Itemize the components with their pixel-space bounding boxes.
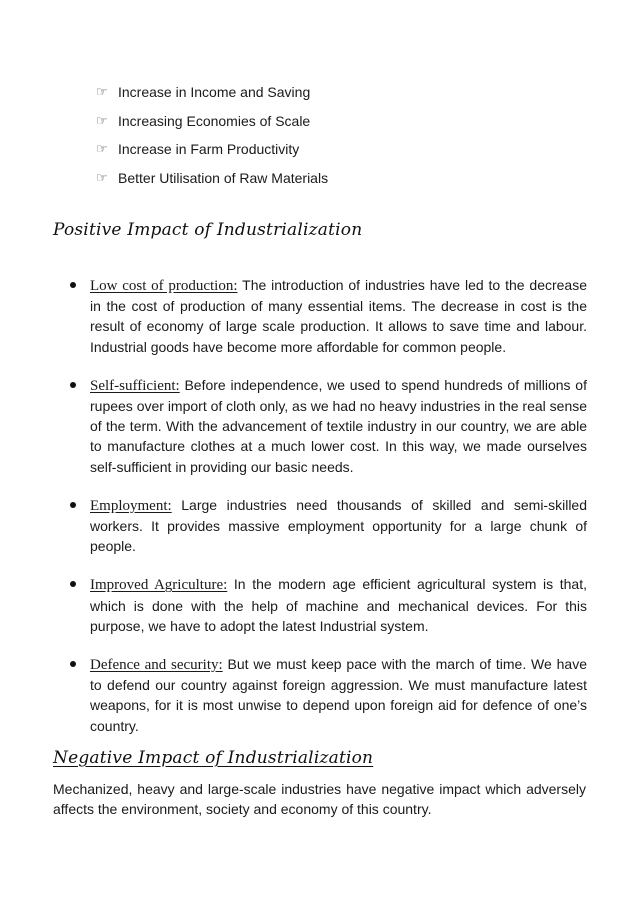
item-text: But we must keep pace with the march of time. We have to defend our country against foreign aggression. We must manufacture latest weapons, for it is most unwise to depend upon foreign aid for defence of one’s country. <box>90 656 587 734</box>
item-term: Defence and security: <box>90 657 223 674</box>
item-text: Before independence, we used to spend hundreds of millions of rupees over import of cloth only, as we had no heavy industries in the real sense of the term. With the advancement of textile industry in our country, we are able to manufacture clothes at a much lower cost. In this way, we made ourselves self-sufficient in providing our basic needs. <box>90 376 588 475</box>
item-term: Low cost of production: <box>90 278 238 294</box>
list-item <box>96 107 328 136</box>
benefits-list <box>96 78 328 192</box>
list-item <box>52 574 587 636</box>
pointing-hand-icon: ☞ <box>96 84 108 100</box>
item-text: The introduction of industries have led to the decrease in the cost of production of many essential items. The decrease in cost is the result of economy of large scale production. It allows to save time and labour. Industrial goods have become more affordable for common people. <box>90 277 587 355</box>
list-item <box>52 375 587 477</box>
list-item <box>96 78 328 107</box>
list-item-text: Increase in Income and Saving <box>118 84 311 101</box>
positive-impact-heading: Positive Impact of Industrialization <box>53 220 363 240</box>
pointing-hand-icon: ☞ <box>96 169 108 185</box>
bullet-icon <box>70 282 76 288</box>
negative-impact-intro: Mechanized, heavy and large-scale industries have negative impact which adversely affects the environment, society and economy of this country. <box>53 781 586 818</box>
list-item-text: Increase in Farm Productivity <box>118 141 300 158</box>
list-item <box>52 654 587 736</box>
positive-impact-list <box>52 275 587 754</box>
list-item-text: Increasing Economies of Scale <box>118 112 311 129</box>
list-item <box>52 275 587 357</box>
pointing-hand-icon: ☞ <box>96 141 108 157</box>
bullet-icon <box>70 661 76 667</box>
list-item <box>96 164 328 193</box>
item-text: In the modern age efficient agricultural system is that, which is done with the help of machine and mechanical devices. For this purpose, we have to adopt the latest Industrial system. <box>90 576 587 634</box>
item-term: Self-sufficient: <box>90 377 180 394</box>
bullet-icon <box>70 502 76 508</box>
list-item <box>52 495 587 557</box>
item-term: Employment: <box>90 497 172 514</box>
bullet-icon <box>70 382 76 388</box>
item-term: Improved Agriculture: <box>90 577 228 594</box>
list-item <box>96 135 328 164</box>
item-text: Large industries need thousands of skilled and semi-skilled workers. It provides massive employment opportunity for a large chunk of people. <box>90 496 587 555</box>
list-item-text: Better Utilisation of Raw Materials <box>118 169 329 186</box>
bullet-icon <box>70 581 76 587</box>
pointing-hand-icon: ☞ <box>96 112 108 128</box>
negative-impact-heading: Negative Impact of Industrialization <box>53 748 374 768</box>
